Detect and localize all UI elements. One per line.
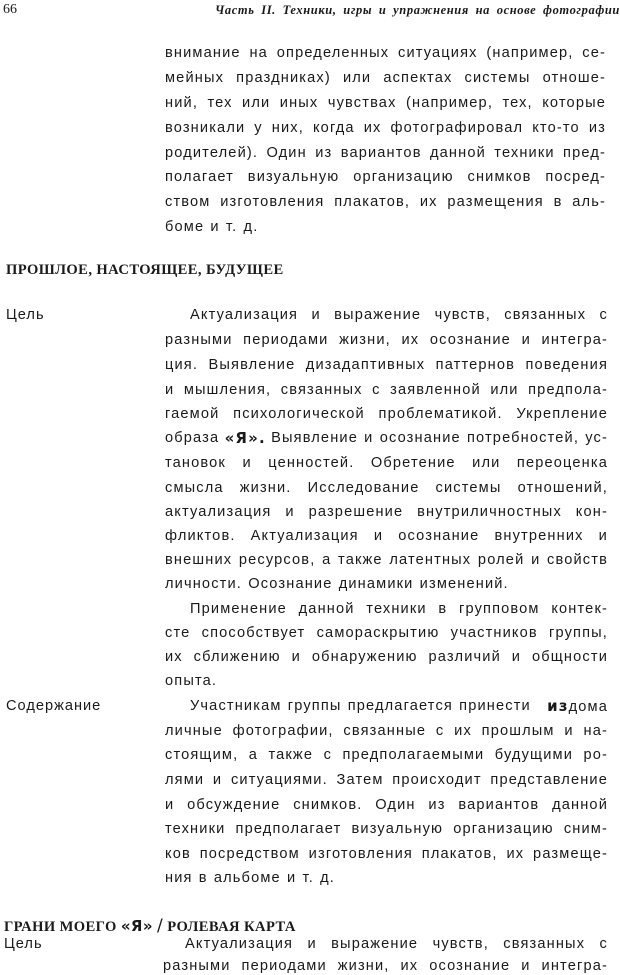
goal-line: и мышления, связанных с заявленной или предпола-: [165, 382, 608, 398]
goal-line: тановок и ценностей. Обретение или переоценка: [165, 455, 608, 471]
content-first-bold: из: [547, 697, 569, 715]
intro-line: внимание на определенных ситуациях (например, се-: [165, 45, 606, 61]
goal-line: их сближению и обнаружению различий и общности: [165, 649, 608, 665]
section-heading: ПРОШЛОЕ, НАСТОЯЩЕЕ, БУДУЩЕЕ: [6, 262, 284, 278]
page-number: 66: [3, 2, 17, 17]
content-line: ния в альбоме и т. д.: [165, 870, 335, 886]
goal-line: ция. Выявление дизадаптивных паттернов поведения: [165, 357, 608, 373]
content-line: лями и ситуациями. Затем происходит представление: [165, 772, 608, 788]
page-header: [0, 0, 620, 22]
content-line: и обсуждение снимков. Один из вариантов данной: [165, 797, 608, 813]
intro-line: родителей). Один из вариантов данной техники пред-: [165, 145, 606, 161]
goal-line: сте способствует самораскрытию участников группы,: [165, 625, 608, 641]
intro-line: полагает визуальную организацию снимков посред-: [165, 169, 606, 185]
goal-line: разными периодами жизни, их осознание и интегра-: [165, 332, 608, 348]
goal-label: Цель: [6, 307, 45, 323]
ya-bold: «Я».: [224, 429, 266, 447]
content-line: личные фотографии, связанные с их прошлым и на-: [165, 723, 608, 739]
goal-line-2: Актуализация и выражение чувств, связанных с: [185, 936, 608, 952]
goal-line: опыта.: [165, 673, 218, 689]
content-first-suffix: дома: [568, 699, 608, 715]
content-line: стоящим, а также с предполагаемыми будущими ро-: [165, 747, 608, 763]
running-head: Часть II. Техники, игры и упражнения на основе фотографии: [214, 3, 620, 17]
intro-line: ством изготовления плакатов, их размещения в аль-: [165, 194, 606, 210]
content-line: техники предполагает визуальную организацию сним-: [165, 821, 608, 837]
section-heading-2: [4, 916, 296, 936]
goal-line: Применение данной техники в групповом контек-: [190, 601, 608, 617]
heading-post: РОЛЕВАЯ КАРТА: [167, 919, 296, 935]
goal-label-2: Цель: [4, 936, 43, 952]
goal-line: смысла жизни. Исследование системы отношений,: [165, 480, 608, 496]
goal-line: внешних ресурсов, а также латентных ролей и свойств: [165, 552, 608, 568]
goal-line: гаемой психологической проблематикой. Укрепление: [165, 406, 608, 422]
content-line: [190, 697, 608, 716]
intro-line: боме и т. д.: [165, 219, 259, 235]
content-first-prefix: Участникам группы предлагается принести: [190, 698, 531, 714]
goal-line: [165, 429, 608, 447]
heading-ya: «Я»: [120, 917, 153, 935]
content-label: Содержание: [6, 698, 102, 714]
ya-rest: Выявление и осознание потребностей, ус-: [271, 430, 608, 446]
goal-line: фликтов. Актуализация и осознание внутренних и: [165, 528, 608, 544]
heading-pre: ГРАНИ МОЕГО: [4, 919, 117, 935]
goal-line: актуализация и разрешение внутриличностных кон-: [165, 504, 608, 520]
intro-line: ний, тех или иных чувствах (например, тех, которые: [165, 95, 606, 111]
goal-line: Актуализация и выражение чувств, связанных с: [190, 307, 608, 323]
ya-prefix: образа: [165, 430, 220, 446]
intro-line: мейных праздниках) или аспектах системы отноше-: [165, 70, 606, 86]
heading-slash: /: [157, 916, 164, 936]
content-line: ков посредством изготовления плакатов, их размеще-: [165, 846, 608, 862]
intro-line: возникали у них, когда их фотографировал кто-то из: [165, 120, 606, 136]
goal-line: личности. Осознание динамики изменений.: [165, 576, 509, 592]
goal-line-2: разными периодами жизни, их осознание и интегра-: [163, 958, 608, 974]
